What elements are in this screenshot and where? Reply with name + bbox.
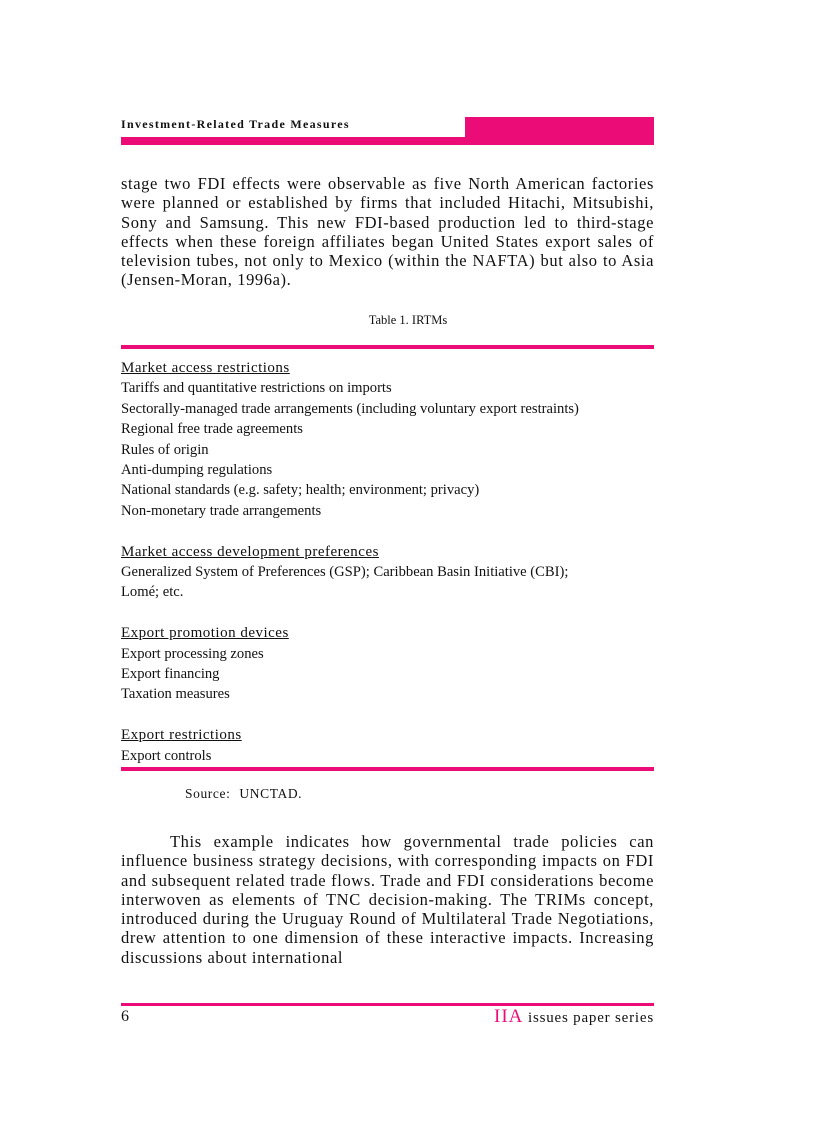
list-item: Anti-dumping regulations [121,462,273,479]
closing-paragraph: This example indicates how governmental trade policies can influence business strategy decisions, with corresponding impacts on FDI and subsequent related trade flows. Trade and FDI considerations become interwoven as elements of TNC decision-making. The TRIMs concept, introduced during the Uruguay Round of Multilateral Trade Negotiations, drew attention to one dimension of these interactive impacts. Increasing discussions about international [121,832,654,967]
list-item: Rules of origin [121,441,209,458]
list-item: Regional free trade agreements [121,421,303,438]
list-item: Lomé; etc. [121,584,184,601]
running-header-title: Investment-Related Trade Measures [121,117,350,131]
footer-series-title [494,1006,654,1028]
section-heading: Export restrictions [121,727,242,744]
list-item: Export financing [121,666,220,683]
list-item: Taxation measures [121,686,230,703]
table-bottom-rule [121,767,654,771]
header-rule [121,137,654,145]
list-item: Export processing zones [121,645,264,662]
table-body [121,358,661,766]
intro-paragraph: stage two FDI effects were observable as five North American factories were planned or established by firms that included Hitachi, Mitsubishi, Sony and Samsung. This new FDI-based production led to third-stage effects when these foreign affiliates began United States export sales of television tubes, not only to Mexico (within the NAFTA) but also to Asia (Jensen-Moran, 1996a). [121,174,654,290]
table-caption: Table 1. IRTMs [368,313,448,327]
table-section-export-promotion-devices [121,623,661,705]
table-section-market-access-development-preferences [121,542,661,603]
section-heading: Market access development preferences [121,543,379,560]
series-label: issues paper series [527,1010,654,1026]
table-section-export-restrictions [121,725,661,766]
list-item: Generalized System of Preferences (GSP); Caribbean Basin Initiative (CBI); [121,564,569,581]
list-item: Sectorally-managed trade arrangements (including voluntary export restraints) [121,400,579,417]
page-number: 6 [121,1008,129,1025]
series-brand: IIA [494,1006,524,1027]
table-section-market-access-restrictions [121,358,661,521]
list-item: Export controls [121,747,212,764]
table-top-rule [121,345,654,349]
list-item: National standards (e.g. safety; health; environment; privacy) [121,482,480,499]
table-source-note: Source: UNCTAD. [185,786,303,801]
list-item: Tariffs and quantitative restrictions on imports [121,380,392,397]
section-heading: Market access restrictions [121,360,290,376]
list-item: Non-monetary trade arrangements [121,502,322,519]
header-accent-block [465,117,654,137]
section-heading: Export promotion devices [121,625,289,642]
